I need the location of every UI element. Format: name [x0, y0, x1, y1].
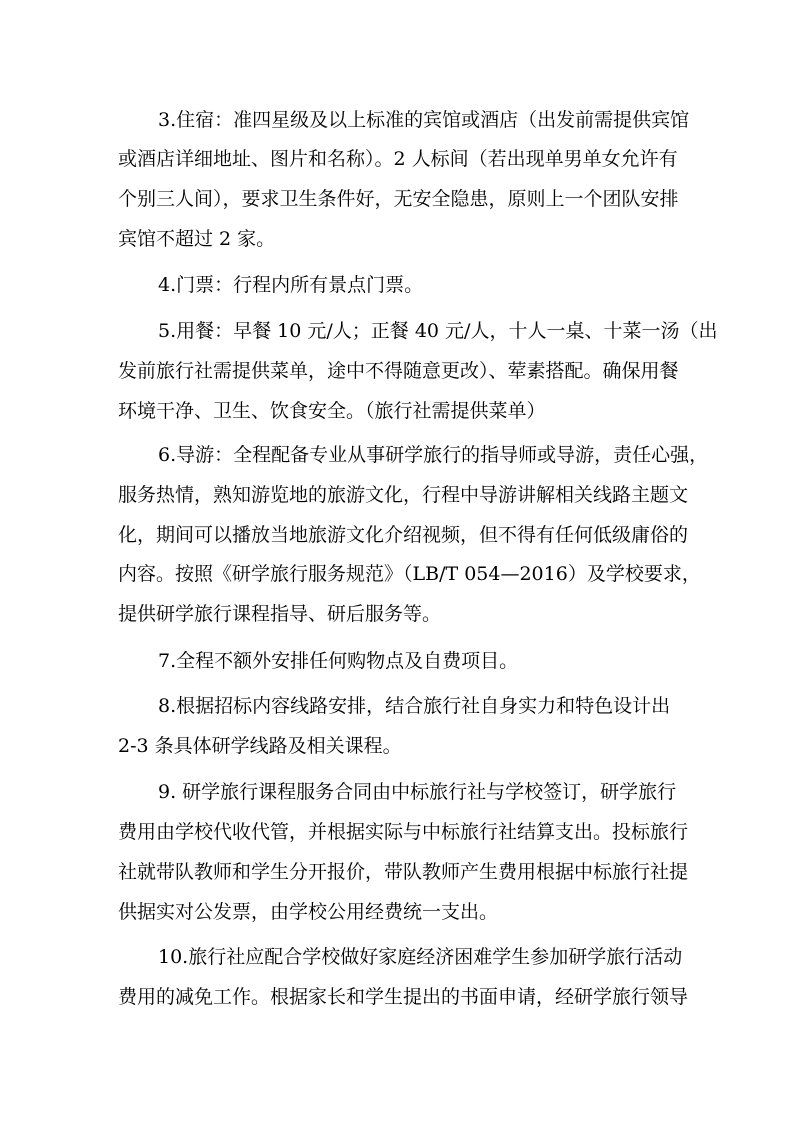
text-line: 费用由学校代收代管，并根据实际与中标旅行社结算支出。投标旅行 [118, 821, 689, 843]
text-line: 化，期间可以播放当地旅游文化介绍视频，但不得有任何低级庸俗的 [118, 524, 689, 546]
text-line: 社就带队教师和学生分开报价，带队教师产生费用根据中标旅行社提 [118, 861, 689, 883]
text-line: 宾馆不超过 2 家。 [118, 228, 276, 250]
text-line: 服务热情，熟知游览地的旅游文化，行程中导游讲解相关线路主题文 [118, 484, 689, 506]
text-line: 3.住宿：准四星级及以上标准的宾馆或酒店（出发前需提供宾馆 [158, 109, 690, 131]
text-line: 9. 研学旅行课程服务合同由中标旅行社与学校签订，研学旅行 [158, 781, 677, 803]
text-line: 8.根据招标内容线路安排，结合旅行社自身实力和特色设计出 [158, 695, 671, 717]
text-line: 4.门票：行程内所有景点门票。 [158, 274, 424, 296]
text-line: 7.全程不额外安排任何购物点及自费项目。 [158, 650, 519, 672]
text-line: 提供研学旅行课程指导、研后服务等。 [118, 603, 442, 625]
text-line: 个别三人间），要求卫生条件好，无安全隐患，原则上一个团队安排 [118, 188, 679, 210]
text-line: 环境干净、卫生、饮食安全。（旅行社需提供菜单） [118, 400, 546, 422]
text-line: 费用的减免工作。根据家长和学生提出的书面申请，经研学旅行领导 [118, 986, 689, 1008]
text-line: 供据实对公发票，由学校公用经费统一支出。 [118, 901, 499, 923]
text-line: 6.导游：全程配备专业从事研学旅行的指导师或导游，责任心强， [158, 444, 709, 466]
text-line: 5.用餐：早餐 10 元/人；正餐 40 元/人，十人一桌、十菜一汤（出 [158, 320, 718, 342]
text-line: 内容。按照《研学旅行服务规范》（LB/T 054—2016）及学校要求， [118, 563, 701, 585]
text-line: 10.旅行社应配合学校做好家庭经济困难学生参加研学旅行活动 [158, 946, 683, 968]
text-line: 发前旅行社需提供菜单，途中不得随意更改）、荤素搭配。确保用餐 [118, 360, 679, 382]
text-line: 或酒店详细地址、图片和名称）。2 人标间（若出现单男单女允许有 [118, 148, 678, 170]
text-line: 2-3 条具体研学线路及相关课程。 [118, 735, 402, 757]
